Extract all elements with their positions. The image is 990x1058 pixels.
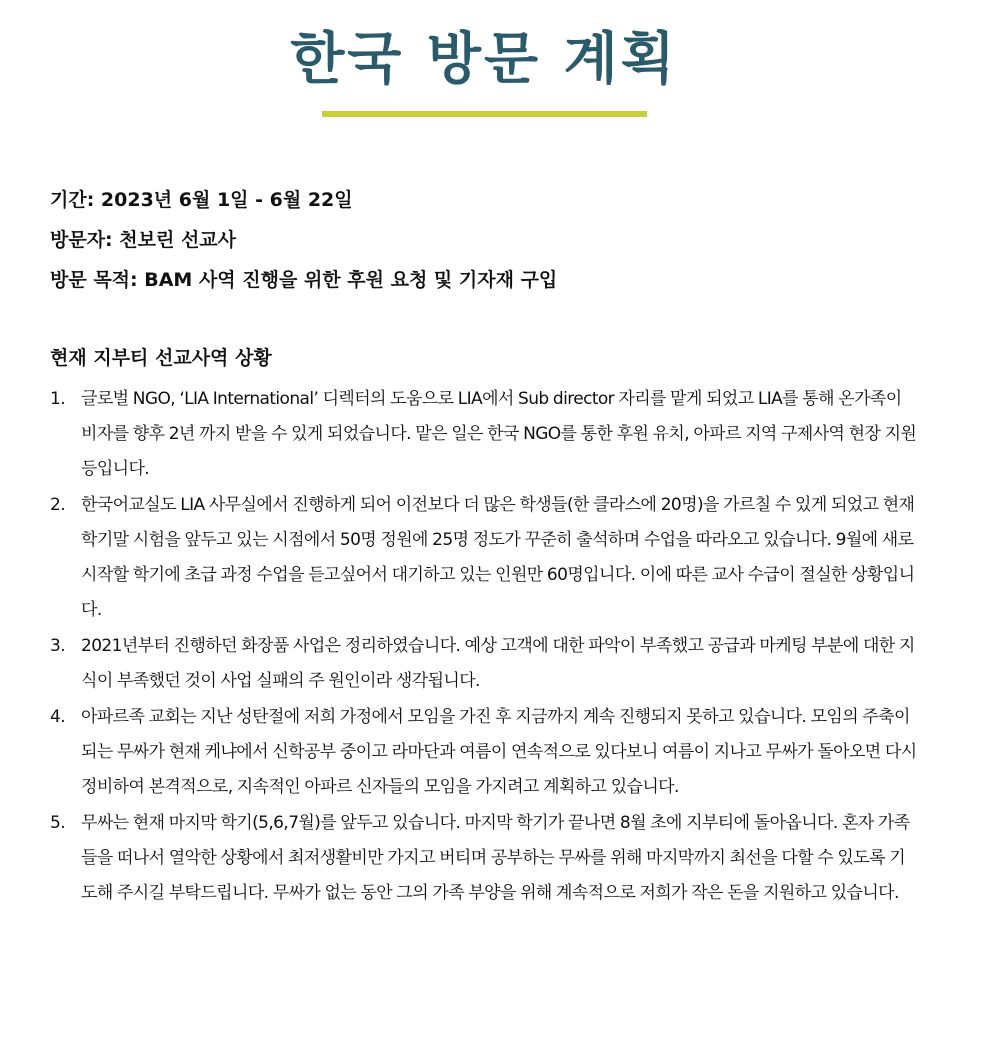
list-item bbox=[50, 488, 920, 628]
list-item bbox=[50, 629, 920, 699]
list-item-number: 2. bbox=[50, 495, 66, 515]
list-item bbox=[50, 700, 920, 805]
title-underline bbox=[322, 111, 647, 117]
list-item-number: 4. bbox=[50, 707, 66, 727]
visit-period: 기간: 2023년 6월 1일 - 6월 22일 bbox=[50, 189, 353, 211]
list-item-number: 3. bbox=[50, 636, 66, 656]
section-heading: 현재 지부티 선교사역 상황 bbox=[50, 347, 272, 369]
status-list bbox=[50, 382, 920, 912]
list-item-text: 무싸는 현재 마지막 학기(5,6,7월)를 앞두고 있습니다. 마지막 학기가 끝나면 8월 초에 지부티에 돌아옵니다. 혼자 가족들을 떠나서 열악한 상황에서 최저생활비만 가지고 버티며 공부하는 무싸를 위해 마지막까지 최선을 다할 수 있도록 기도해 주시길 부탁드립니다. 무싸가 없는 동안 그의 가족 부양을 위해 계속적으로 저희가 작은 돈을 지원하고 있습니다. bbox=[81, 813, 910, 903]
list-item-number: 1. bbox=[50, 389, 66, 409]
list-item bbox=[50, 382, 920, 487]
list-item-text: 2021년부터 진행하던 화장품 사업은 정리하였습니다. 예상 고객에 대한 파악이 부족했고 공급과 마케팅 부분에 대한 지식이 부족했던 것이 사업 실패의 주 원인이라 생각됩니다. bbox=[81, 636, 915, 691]
list-item-text: 한국어교실도 LIA 사무실에서 진행하게 되어 이전보다 더 많은 학생들(한 클라스에 20명)을 가르칠 수 있게 되었고 현재 학기말 시험을 앞두고 있는 시점에서 50명 정원에 25명 정도가 꾸준히 출석하며 수업을 따라오고 있습니다. 9월에 새로 시작할 학기에 초급 과정 수업을 듣고싶어서 대기하고 있는 인원만 60명입니다. 이에 따른 교사 수급이 절실한 상황입니다. bbox=[81, 495, 915, 620]
list-item bbox=[50, 806, 920, 911]
list-item-text: 글로벌 NGO, ‘LIA International’ 디렉터의 도움으로 LIA에서 Sub director 자리를 맡게 되었고 LIA를 통해 온가족이 비자를 향후 2년 까지 받을 수 있게 되었습니다. 맡은 일은 한국 NGO를 통한 후원 유치, 아파르 지역 구제사역 현장 지원 등입니다. bbox=[81, 389, 917, 479]
list-item-text: 아파르족 교회는 지난 성탄절에 저희 가정에서 모임을 가진 후 지금까지 계속 진행되지 못하고 있습니다. 모임의 주축이 되는 무싸가 현재 케냐에서 신학공부 중이고 라마단과 여름이 연속적으로 있다보니 여름이 지나고 무싸가 돌아오면 다시 정비하여 본격적으로, 지속적인 아파르 신자들의 모임을 가지려고 계획하고 있습니다. bbox=[81, 707, 917, 797]
visit-purpose: 방문 목적: BAM 사역 진행을 위한 후원 요청 및 기자재 구입 bbox=[50, 269, 558, 291]
document-title: 한국 방문 계획 bbox=[290, 27, 678, 92]
list-item-number: 5. bbox=[50, 813, 66, 833]
visitor: 방문자: 천보린 선교사 bbox=[50, 229, 237, 251]
visit-info bbox=[50, 180, 950, 300]
